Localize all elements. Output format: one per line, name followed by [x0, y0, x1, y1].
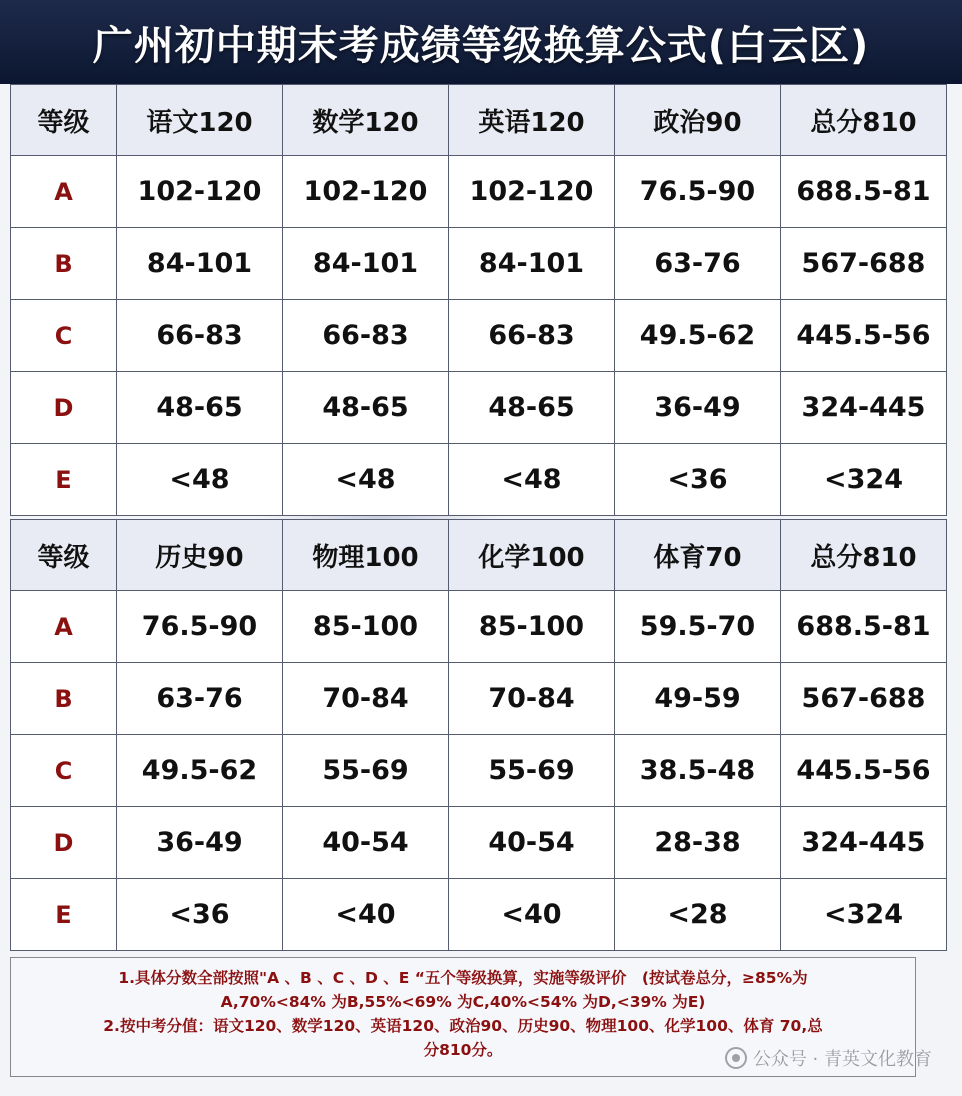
score-cell: 49.5-62: [615, 300, 781, 372]
table-row: [11, 372, 947, 444]
score-cell: <48: [449, 444, 615, 516]
score-cell: <28: [615, 879, 781, 951]
score-cell: <324: [781, 879, 947, 951]
header-cell: 体育70: [615, 520, 781, 591]
score-cell: 40-54: [449, 807, 615, 879]
score-cell: 445.5-56: [781, 735, 947, 807]
header-cell: 语文120: [117, 85, 283, 156]
score-cell: 55-69: [449, 735, 615, 807]
score-cell: 102-120: [283, 156, 449, 228]
title-banner: [0, 0, 962, 84]
grade-letter: A: [11, 591, 117, 663]
score-cell: 567-688: [781, 663, 947, 735]
header-cell: 总分810: [781, 85, 947, 156]
table-row: [11, 591, 947, 663]
score-cell: 48-65: [283, 372, 449, 444]
score-cell: 28-38: [615, 807, 781, 879]
table-row: [11, 663, 947, 735]
table-header-row: [11, 520, 947, 591]
score-cell: 84-101: [449, 228, 615, 300]
watermark-text: 公众号 · 青英文化教育: [752, 1049, 932, 1070]
score-cell: 55-69: [283, 735, 449, 807]
score-cell: 48-65: [117, 372, 283, 444]
grade-table-1: [10, 84, 947, 516]
table-row: [11, 879, 947, 951]
grade-letter: A: [11, 156, 117, 228]
score-cell: 66-83: [117, 300, 283, 372]
score-cell: 76.5-90: [117, 591, 283, 663]
header-cell: 历史90: [117, 520, 283, 591]
grade-letter: D: [11, 372, 117, 444]
table-row: [11, 444, 947, 516]
score-cell: 102-120: [449, 156, 615, 228]
score-cell: 38.5-48: [615, 735, 781, 807]
grade-letter: E: [11, 444, 117, 516]
score-cell: 85-100: [449, 591, 615, 663]
table-row: [11, 735, 947, 807]
score-cell: <40: [449, 879, 615, 951]
header-cell: 等级: [11, 85, 117, 156]
table-row: [11, 807, 947, 879]
score-cell: 63-76: [117, 663, 283, 735]
note-line: 分810分。: [423, 1041, 503, 1059]
score-cell: 324-445: [781, 807, 947, 879]
score-cell: <36: [615, 444, 781, 516]
header-cell: 等级: [11, 520, 117, 591]
wechat-logo-icon: [725, 1047, 747, 1069]
grade-letter: D: [11, 807, 117, 879]
watermark: [725, 1045, 932, 1071]
score-cell: 688.5-81: [781, 156, 947, 228]
note-line: A,70%<84% 为B,55%<69% 为C,40%<54% 为D,<39% 为E): [220, 993, 706, 1011]
header-cell: 化学100: [449, 520, 615, 591]
score-cell: 70-84: [283, 663, 449, 735]
score-cell: 48-65: [449, 372, 615, 444]
score-cell: 63-76: [615, 228, 781, 300]
score-cell: 688.5-81: [781, 591, 947, 663]
table-row: [11, 156, 947, 228]
header-cell: 物理100: [283, 520, 449, 591]
score-cell: 49-59: [615, 663, 781, 735]
score-cell: 567-688: [781, 228, 947, 300]
grade-letter: C: [11, 735, 117, 807]
score-cell: 40-54: [283, 807, 449, 879]
score-cell: 84-101: [117, 228, 283, 300]
score-cell: 76.5-90: [615, 156, 781, 228]
score-cell: 49.5-62: [117, 735, 283, 807]
score-cell: <324: [781, 444, 947, 516]
grade-letter: B: [11, 663, 117, 735]
score-cell: 445.5-56: [781, 300, 947, 372]
table-row: [11, 228, 947, 300]
score-cell: 59.5-70: [615, 591, 781, 663]
score-cell: <36: [117, 879, 283, 951]
header-cell: 政治90: [615, 85, 781, 156]
score-cell: <40: [283, 879, 449, 951]
page-title: 广州初中期末考成绩等级换算公式(白云区): [92, 22, 870, 69]
grade-table-2: [10, 519, 947, 951]
score-cell: 85-100: [283, 591, 449, 663]
score-cell: 36-49: [615, 372, 781, 444]
score-cell: 36-49: [117, 807, 283, 879]
score-cell: <48: [117, 444, 283, 516]
note-line: 2.按中考分值：语文120、数学120、英语120、政治90、历史90、物理100、化学100、体育 70,总: [103, 1017, 823, 1035]
score-cell: <48: [283, 444, 449, 516]
header-cell: 数学120: [283, 85, 449, 156]
table-header-row: [11, 85, 947, 156]
note-line: 1.具体分数全部按照"A 、B 、C 、D 、E “五个等级换算，实施等级评价 (按试卷总分，≥85%为: [118, 969, 808, 987]
score-cell: 66-83: [283, 300, 449, 372]
grade-letter: E: [11, 879, 117, 951]
header-cell: 英语120: [449, 85, 615, 156]
score-cell: 102-120: [117, 156, 283, 228]
grade-letter: B: [11, 228, 117, 300]
score-cell: 324-445: [781, 372, 947, 444]
table-row: [11, 300, 947, 372]
score-cell: 84-101: [283, 228, 449, 300]
header-cell: 总分810: [781, 520, 947, 591]
score-cell: 70-84: [449, 663, 615, 735]
grade-letter: C: [11, 300, 117, 372]
score-cell: 66-83: [449, 300, 615, 372]
